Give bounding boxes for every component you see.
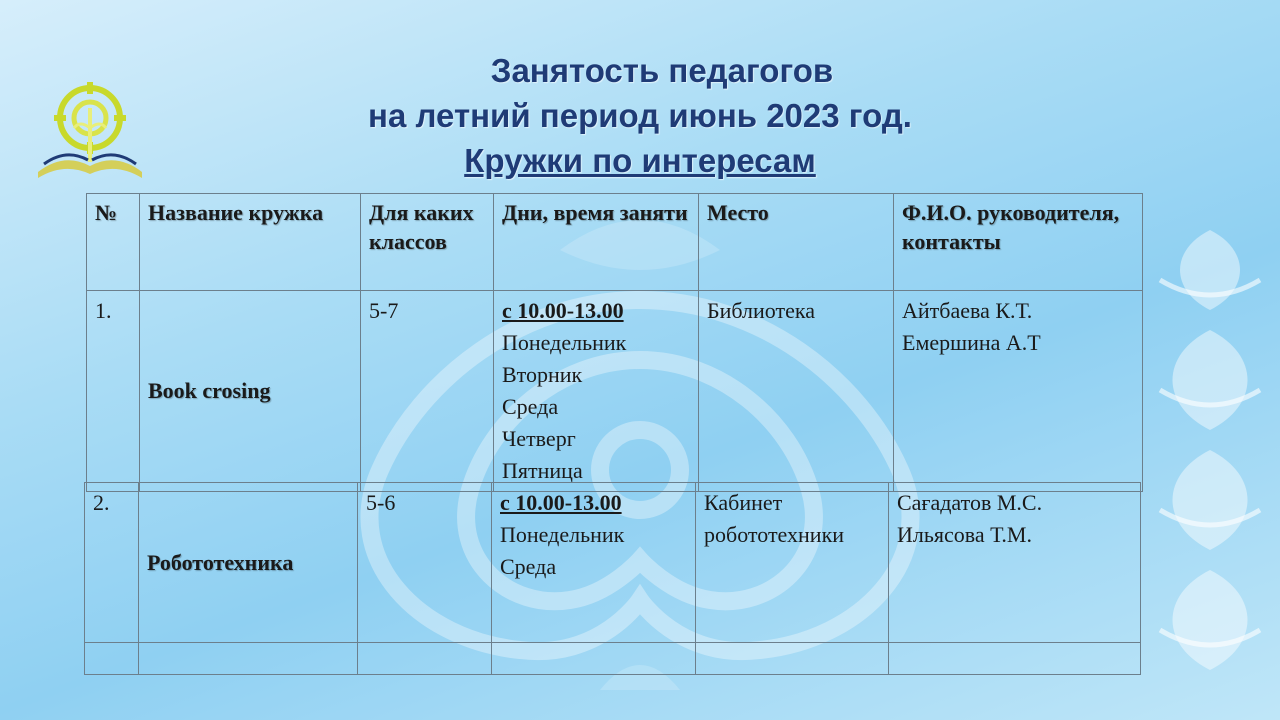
empty-cell	[889, 643, 1141, 675]
table-row	[85, 483, 1141, 643]
time-range: с 10.00-13.00	[502, 298, 624, 323]
day: Среда	[500, 554, 557, 579]
header-leader: Ф.И.О. руководителя, контакты	[894, 194, 1143, 291]
leader-name: Айтбаева К.Т.	[902, 298, 1033, 323]
row-number: 2.	[85, 483, 139, 643]
place: Библиотека	[699, 291, 894, 492]
header-number: №	[87, 194, 140, 291]
header-place: Место	[699, 194, 894, 291]
row-number: 1.	[87, 291, 140, 492]
grades: 5-7	[361, 291, 494, 492]
empty-cell	[696, 643, 889, 675]
days-time	[492, 483, 696, 643]
day: Понедельник	[502, 330, 627, 355]
place: Кабинет робототехники	[696, 483, 889, 643]
day: Понедельник	[500, 522, 625, 547]
empty-cell	[492, 643, 696, 675]
days-time	[494, 291, 699, 492]
empty-cell	[139, 643, 358, 675]
table-row	[87, 291, 1143, 492]
day: Четверг	[502, 426, 576, 451]
leaders	[889, 483, 1141, 643]
leader-name: Емершина А.Т	[902, 330, 1041, 355]
schedule-table-1	[86, 193, 1143, 492]
club-name: Book crosing	[140, 291, 361, 492]
leaders	[894, 291, 1143, 492]
title-line-2: на летний период июнь 2023 год.	[368, 97, 912, 134]
empty-cell	[85, 643, 139, 675]
header-days-time: Дни, время заняти	[494, 194, 699, 291]
time-range: с 10.00-13.00	[500, 490, 622, 515]
header-club-name: Название кружка	[140, 194, 361, 291]
day: Пятница	[502, 458, 583, 483]
day: Среда	[502, 394, 559, 419]
table-header-row	[87, 194, 1143, 291]
leader-name: Сағадатов М.С.	[897, 490, 1043, 515]
grades: 5-6	[358, 483, 492, 643]
empty-cell	[358, 643, 492, 675]
club-name: Робототехника	[139, 483, 358, 643]
empty-row	[85, 643, 1141, 675]
header-grades: Для каких классов	[361, 194, 494, 291]
schedule-table-2	[84, 482, 1141, 675]
title-line-3: Кружки по интересам	[464, 142, 816, 179]
leader-name: Ильясова Т.М.	[897, 522, 1032, 547]
title-line-1: Занятость педагогов	[490, 52, 834, 89]
side-ornament	[1140, 220, 1280, 720]
day: Вторник	[502, 362, 583, 387]
